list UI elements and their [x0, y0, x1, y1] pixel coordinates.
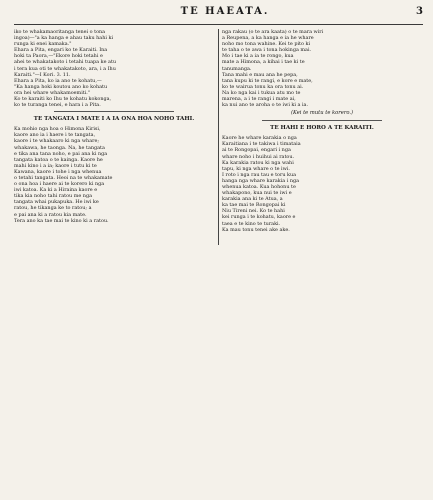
text-line: Ka mohio nga hoa o Himona Kirisi,: [14, 126, 101, 133]
page-number: 3: [416, 6, 423, 17]
text-line: Karaitiana i te takiwa i timataia: [222, 141, 301, 148]
section-divider: [262, 120, 382, 121]
text-line: whakapono, kua nui te iwi e: [222, 190, 292, 197]
text-line: kaore i te whakaaro ki nga whare;: [14, 138, 99, 145]
text-line: noho mo tona wahine. Kei te pito ki: [222, 41, 311, 48]
text-line: ko te turanga tenei, e hara i a Pita.: [14, 102, 101, 109]
text-line: Ka karakia ratou ki nga wahi: [222, 159, 294, 166]
text-line: hoki ta Paora,—"Ekore hoki tetahi e: [14, 53, 103, 60]
text-line: ahei te whakatakoto i tetahi tuapa ke atu: [14, 59, 117, 66]
text-line: ora hei whare whakamoemiti.": [14, 89, 91, 96]
text-line: ka nui ano te aroha o te iwi ki a ia.: [222, 102, 309, 109]
continued-note: (Kei te mutu te korero.): [290, 110, 354, 117]
text-line: tanumanga.: [222, 65, 252, 72]
text-line: marena, a i te rangi i mate ai,: [222, 96, 296, 103]
text-line: Karaiti."—I Kori. 3. 11.: [14, 71, 71, 78]
text-line: Tera ano ka tae mai te kino ki a ratou.: [14, 217, 109, 224]
text-line: iko te whakamaoritanga tenei o tona: [14, 29, 106, 35]
text-line: tangata whai pukapuka. He iwi ke: [14, 199, 99, 206]
text-line: nga rakau (o te ara kaata) o te mara wiri: [222, 29, 324, 35]
text-line: i tera kua oti te whakatakoto, ara, i a Ihu: [14, 65, 116, 72]
newspaper-title: TE HAEATA.: [180, 6, 270, 17]
text-line: tika kia noho tahi ratou me nga: [14, 193, 93, 200]
text-line: Ka mau tonu tenei ake ake.: [222, 226, 290, 233]
text-line: karakia ana ki te Atua, a: [222, 196, 283, 203]
text-line: ko te wairua tonu ka ora tonu ai.: [222, 83, 304, 90]
text-line: Ehara a Pita, ko ia ano te kohatu,—: [14, 77, 102, 84]
text-line: iwi katoa. Ka ki a Hiraina kaore e: [14, 187, 98, 194]
text-line: tana kupu ki te rangi, e kore e mate,: [222, 77, 313, 84]
page-header: [14, 6, 423, 25]
left-column: [14, 29, 214, 235]
text-line: Mo i tae ki a ia te rongo, kua: [222, 53, 294, 60]
text-line: ai te Rongopai, engari i nga: [222, 147, 291, 154]
text-line: Kawana, kaore i tohe i nga whenua: [14, 168, 102, 175]
text-line: ingoa)—"a ka hanga e ahau taku hahi ki: [14, 35, 114, 42]
text-line: e pai ana ki a ratou kia mate.: [14, 211, 87, 218]
text-line: ka tae mai te Rongopai ki: [222, 202, 286, 209]
text-line: tangata katoa o te kainga. Kaore he: [14, 156, 103, 163]
text-line: o tetahi tangata. Heoi na te whakamate: [14, 174, 113, 181]
section-divider: [54, 111, 174, 112]
text-line: hanga nga whare karakia i nga: [222, 177, 300, 184]
text-line: kei runga i te kohatu, kaore e: [222, 214, 296, 221]
text-line: Na ko nga kai i tukua atu mo te: [222, 89, 301, 96]
text-line: kaore ano ia i haere i te tangata,: [14, 132, 96, 139]
section-heading: TE TANGATA I MATE I A IA ONA HOA NOHO TAHI.: [33, 116, 195, 123]
text-line: ratou, he tikanga ke to ratou; a: [14, 205, 92, 212]
text-line: Niu Tireni nei. Ko te hahi: [222, 208, 285, 215]
text-line: "Ka hanga hoki koutou ano ko kohatu: [14, 83, 108, 90]
text-line: runga ki enei kamaka.": [14, 41, 72, 48]
text-line: te taha o te awa i tona hokinga mai.: [222, 47, 312, 54]
text-line: I roto i nga rau tau e toru kua: [222, 171, 297, 178]
text-line: whare noho i huihui ai ratou.: [222, 153, 295, 160]
text-line: a Reupena, a ka hanga e ia he whare: [222, 35, 314, 42]
right-article-text-2: [222, 135, 422, 233]
text-line: tapu, ki nga whare o te iwi.: [222, 165, 290, 172]
section-heading: TE HAHI E HORO A TE KARAITI.: [270, 125, 374, 132]
right-column: [222, 29, 422, 235]
left-article-text-2: [14, 126, 214, 224]
text-line: whenua katoa. Kua hohonu te: [222, 183, 296, 190]
left-article-text: [14, 29, 214, 108]
text-line: e tika ana tana noho, e pai ana ki nga: [14, 150, 108, 157]
text-line: o ona hoa i haere ai te korero ki nga: [14, 181, 105, 188]
text-line: mate a Himona, a kihai i tae ki te: [222, 59, 305, 66]
text-line: Ko te karaiti ko Ihu te kohatu kokonga,: [14, 96, 112, 103]
text-line: whakawa, he taonga. Na, he tangata: [14, 144, 105, 151]
two-column-body: [14, 29, 423, 235]
column-rule: [218, 29, 219, 245]
text-line: mahi kino i a ia; kaore i tutu ki te: [14, 162, 97, 169]
text-line: Ehara a Pita, engari ko te Karaiti. Ina: [14, 47, 108, 54]
text-line: Kaore he whare karakia o nga: [222, 135, 297, 142]
text-line: Tana mahi e mau ana he pepa,: [222, 71, 298, 78]
right-article-text: [222, 29, 422, 108]
text-line: taea e te kino te turaki.: [222, 220, 281, 227]
